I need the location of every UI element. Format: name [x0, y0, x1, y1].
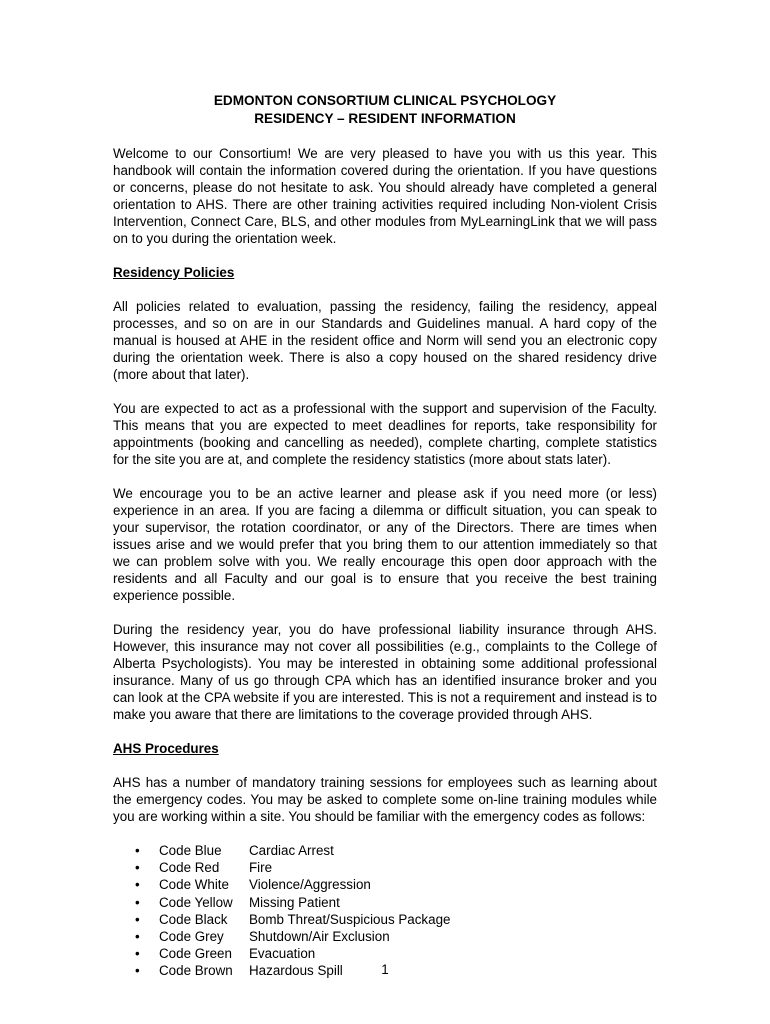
- bullet-icon: [135, 894, 159, 911]
- list-item: [135, 894, 657, 911]
- policies-paragraph-3: We encourage you to be an active learner and please ask if you need more (or less) experience in an area. If you are facing a dilemma or difficult situation, you can speak to your supervisor, the rotation coordinator, or any of the Directors. There are times when issues arise and we would prefer that you bring them to our attention immediately so that we can problem solve with you. We really encourage this open door approach with the residents and all Faculty and our goal is to ensure that you receive the best training experience possible.: [113, 486, 657, 603]
- code-meaning: Cardiac Arrest: [249, 843, 334, 858]
- ahs-procedures-paragraph: AHS has a number of mandatory training sessions for employees such as learning about the emergency codes. You may be asked to complete some on-line training modules while you are working within a site. You should be familiar with the emergency codes as follows:: [113, 775, 657, 824]
- bullet-icon: [135, 928, 159, 945]
- list-item: [135, 842, 657, 859]
- policies-paragraph-2: You are expected to act as a professional with the support and supervision of the Faculty. This means that you are expected to meet deadlines for reports, take responsibility for appointments (booking and cancelling as needed), complete charting, complete statistics for the site you are at, and complete the residency statistics (more about stats later).: [113, 401, 657, 467]
- residency-policies-heading: Residency Policies: [113, 265, 235, 280]
- list-item: [135, 928, 657, 945]
- bullet-icon: [135, 859, 159, 876]
- code-meaning: Bomb Threat/Suspicious Package: [249, 911, 451, 927]
- policies-paragraph-4: During the residency year, you do have professional liability insurance through AHS. However, this insurance may not cover all possibilities (e.g., complaints to the College of Alberta Psychologists). You may be interested in obtaining some additional professional insurance. Many of us go through CPA which has an identified insurance broker and you can look at the CPA website if you are interested. This is not a requirement and instead is to make you aware that there are limitations to the coverage provided through AHS.: [113, 622, 657, 722]
- emergency-codes-list: [113, 842, 657, 980]
- list-item: [135, 945, 657, 962]
- list-item: [135, 911, 657, 928]
- intro-paragraph: Welcome to our Consortium! We are very pleased to have you with us this year. This handbook will contain the information covered during the orientation. If you have questions or concerns, please do not hesitate to ask. You should already have completed a general orientation to AHS. There are other training activities required including Non-violent Crisis Intervention, Connect Care, BLS, and other modules from MyLearningLink that we will pass on to you during the orientation week.: [113, 146, 657, 246]
- code-name: Code White: [159, 877, 229, 893]
- code-name: Code Yellow: [159, 894, 233, 910]
- code-meaning: Evacuation: [249, 946, 316, 962]
- code-name: Code Green: [159, 946, 232, 962]
- code-meaning: Missing Patient: [249, 894, 340, 910]
- page-content: [113, 92, 657, 980]
- list-item: [135, 859, 657, 876]
- bullet-icon: [135, 911, 159, 928]
- ahs-procedures-heading: AHS Procedures: [113, 741, 219, 756]
- code-name: Code Brown: [159, 963, 233, 979]
- bullet-icon: [135, 945, 159, 962]
- code-name: Code Red: [159, 860, 220, 876]
- bullet-icon: [135, 842, 159, 859]
- code-name: Code Blue: [159, 843, 222, 858]
- code-meaning: Fire: [249, 860, 273, 876]
- title-line-2: RESIDENCY – RESIDENT INFORMATION: [254, 110, 516, 126]
- code-meaning: Violence/Aggression: [249, 877, 371, 893]
- code-name: Code Grey: [159, 928, 224, 944]
- title-line-1: EDMONTON CONSORTIUM CLINICAL PSYCHOLOGY: [213, 93, 557, 108]
- code-name: Code Black: [159, 911, 228, 927]
- page-number: 1: [381, 962, 389, 977]
- document-title: [113, 92, 657, 127]
- code-meaning: Hazardous Spill: [249, 963, 343, 979]
- code-meaning: Shutdown/Air Exclusion: [249, 928, 390, 944]
- list-item: [135, 876, 657, 893]
- policies-paragraph-1: All policies related to evaluation, passing the residency, failing the residency, appeal processes, and so on are in our Standards and Guidelines manual. A hard copy of the manual is housed at AHE in the resident office and Norm will send you an electronic copy during the orientation week. There is also a copy housed on the shared residency drive (more about that later).: [113, 299, 657, 382]
- bullet-icon: [135, 876, 159, 893]
